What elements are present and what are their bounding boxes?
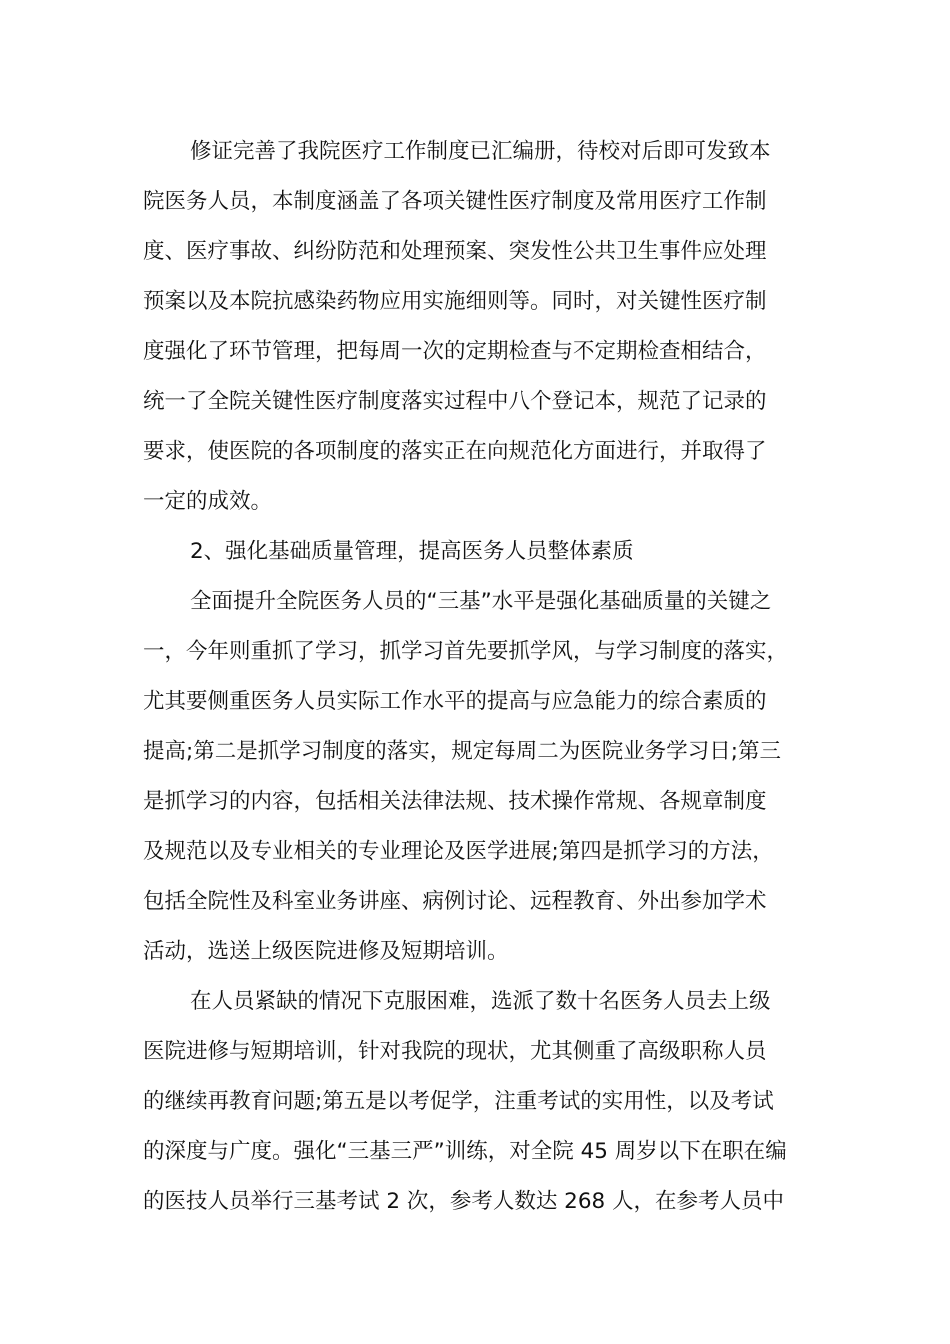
paragraph-line: 在人员紧缺的情况下克服困难，选派了数十名医务人员去上级 — [190, 989, 771, 1014]
paragraph-line: 的深度与广度。强化“三基三严”训练，对全院 45 周岁以下在职在编 — [143, 1139, 787, 1164]
paragraph-line: 是抓学习的内容，包括相关法律法规、技术操作常规、各规章制度 — [143, 789, 767, 814]
paragraph-line: 修证完善了我院医疗工作制度已汇编册，待校对后即可发致本 — [190, 139, 771, 164]
paragraph-line: 及规范以及专业相关的专业理论及医学进展;第四是抓学习的方法， — [143, 839, 774, 864]
paragraph-line: 一定的成效。 — [143, 489, 273, 514]
section-heading: 2、强化基础质量管理，提高医务人员整体素质 — [190, 539, 634, 564]
paragraph-line: 包括全院性及科室业务讲座、病例讨论、远程教育、外出参加学术 — [143, 889, 767, 914]
paragraph-line: 院医务人员，本制度涵盖了各项关键性医疗制度及常用医疗工作制 — [143, 189, 767, 214]
paragraph-line: 的继续再教育问题;第五是以考促学，注重考试的实用性，以及考试 — [143, 1089, 774, 1114]
paragraph-line: 提高;第二是抓学习制度的落实，规定每周二为医院业务学习日;第三 — [143, 739, 781, 764]
paragraph-line: 要求，使医院的各项制度的落实正在向规范化方面进行，并取得了 — [143, 439, 767, 464]
paragraph-line: 的医技人员举行三基考试 2 次，参考人数达 268 人，在参考人员中 — [143, 1189, 785, 1214]
paragraph-line: 活动，选送上级医院进修及短期培训。 — [143, 939, 509, 964]
paragraph-line: 尤其要侧重医务人员实际工作水平的提高与应急能力的综合素质的 — [143, 689, 767, 714]
paragraph-line: 一，今年则重抓了学习，抓学习首先要抓学风，与学习制度的落实， — [143, 639, 789, 664]
paragraph-line: 全面提升全院医务人员的“三基”水平是强化基础质量的关键之 — [190, 589, 772, 614]
paragraph-line: 度、医疗事故、纠纷防范和处理预案、突发性公共卫生事件应处理 — [143, 239, 767, 264]
paragraph-line: 医院进修与短期培训，针对我院的现状，尤其侧重了高级职称人员 — [143, 1039, 767, 1064]
paragraph-line: 预案以及本院抗感染药物应用实施细则等。同时，对关键性医疗制 — [143, 289, 767, 314]
paragraph-line: 统一了全院关键性医疗制度落实过程中八个登记本，规范了记录的 — [143, 389, 767, 414]
paragraph-line: 度强化了环节管理，把每周一次的定期检查与不定期检查相结合， — [143, 339, 767, 364]
